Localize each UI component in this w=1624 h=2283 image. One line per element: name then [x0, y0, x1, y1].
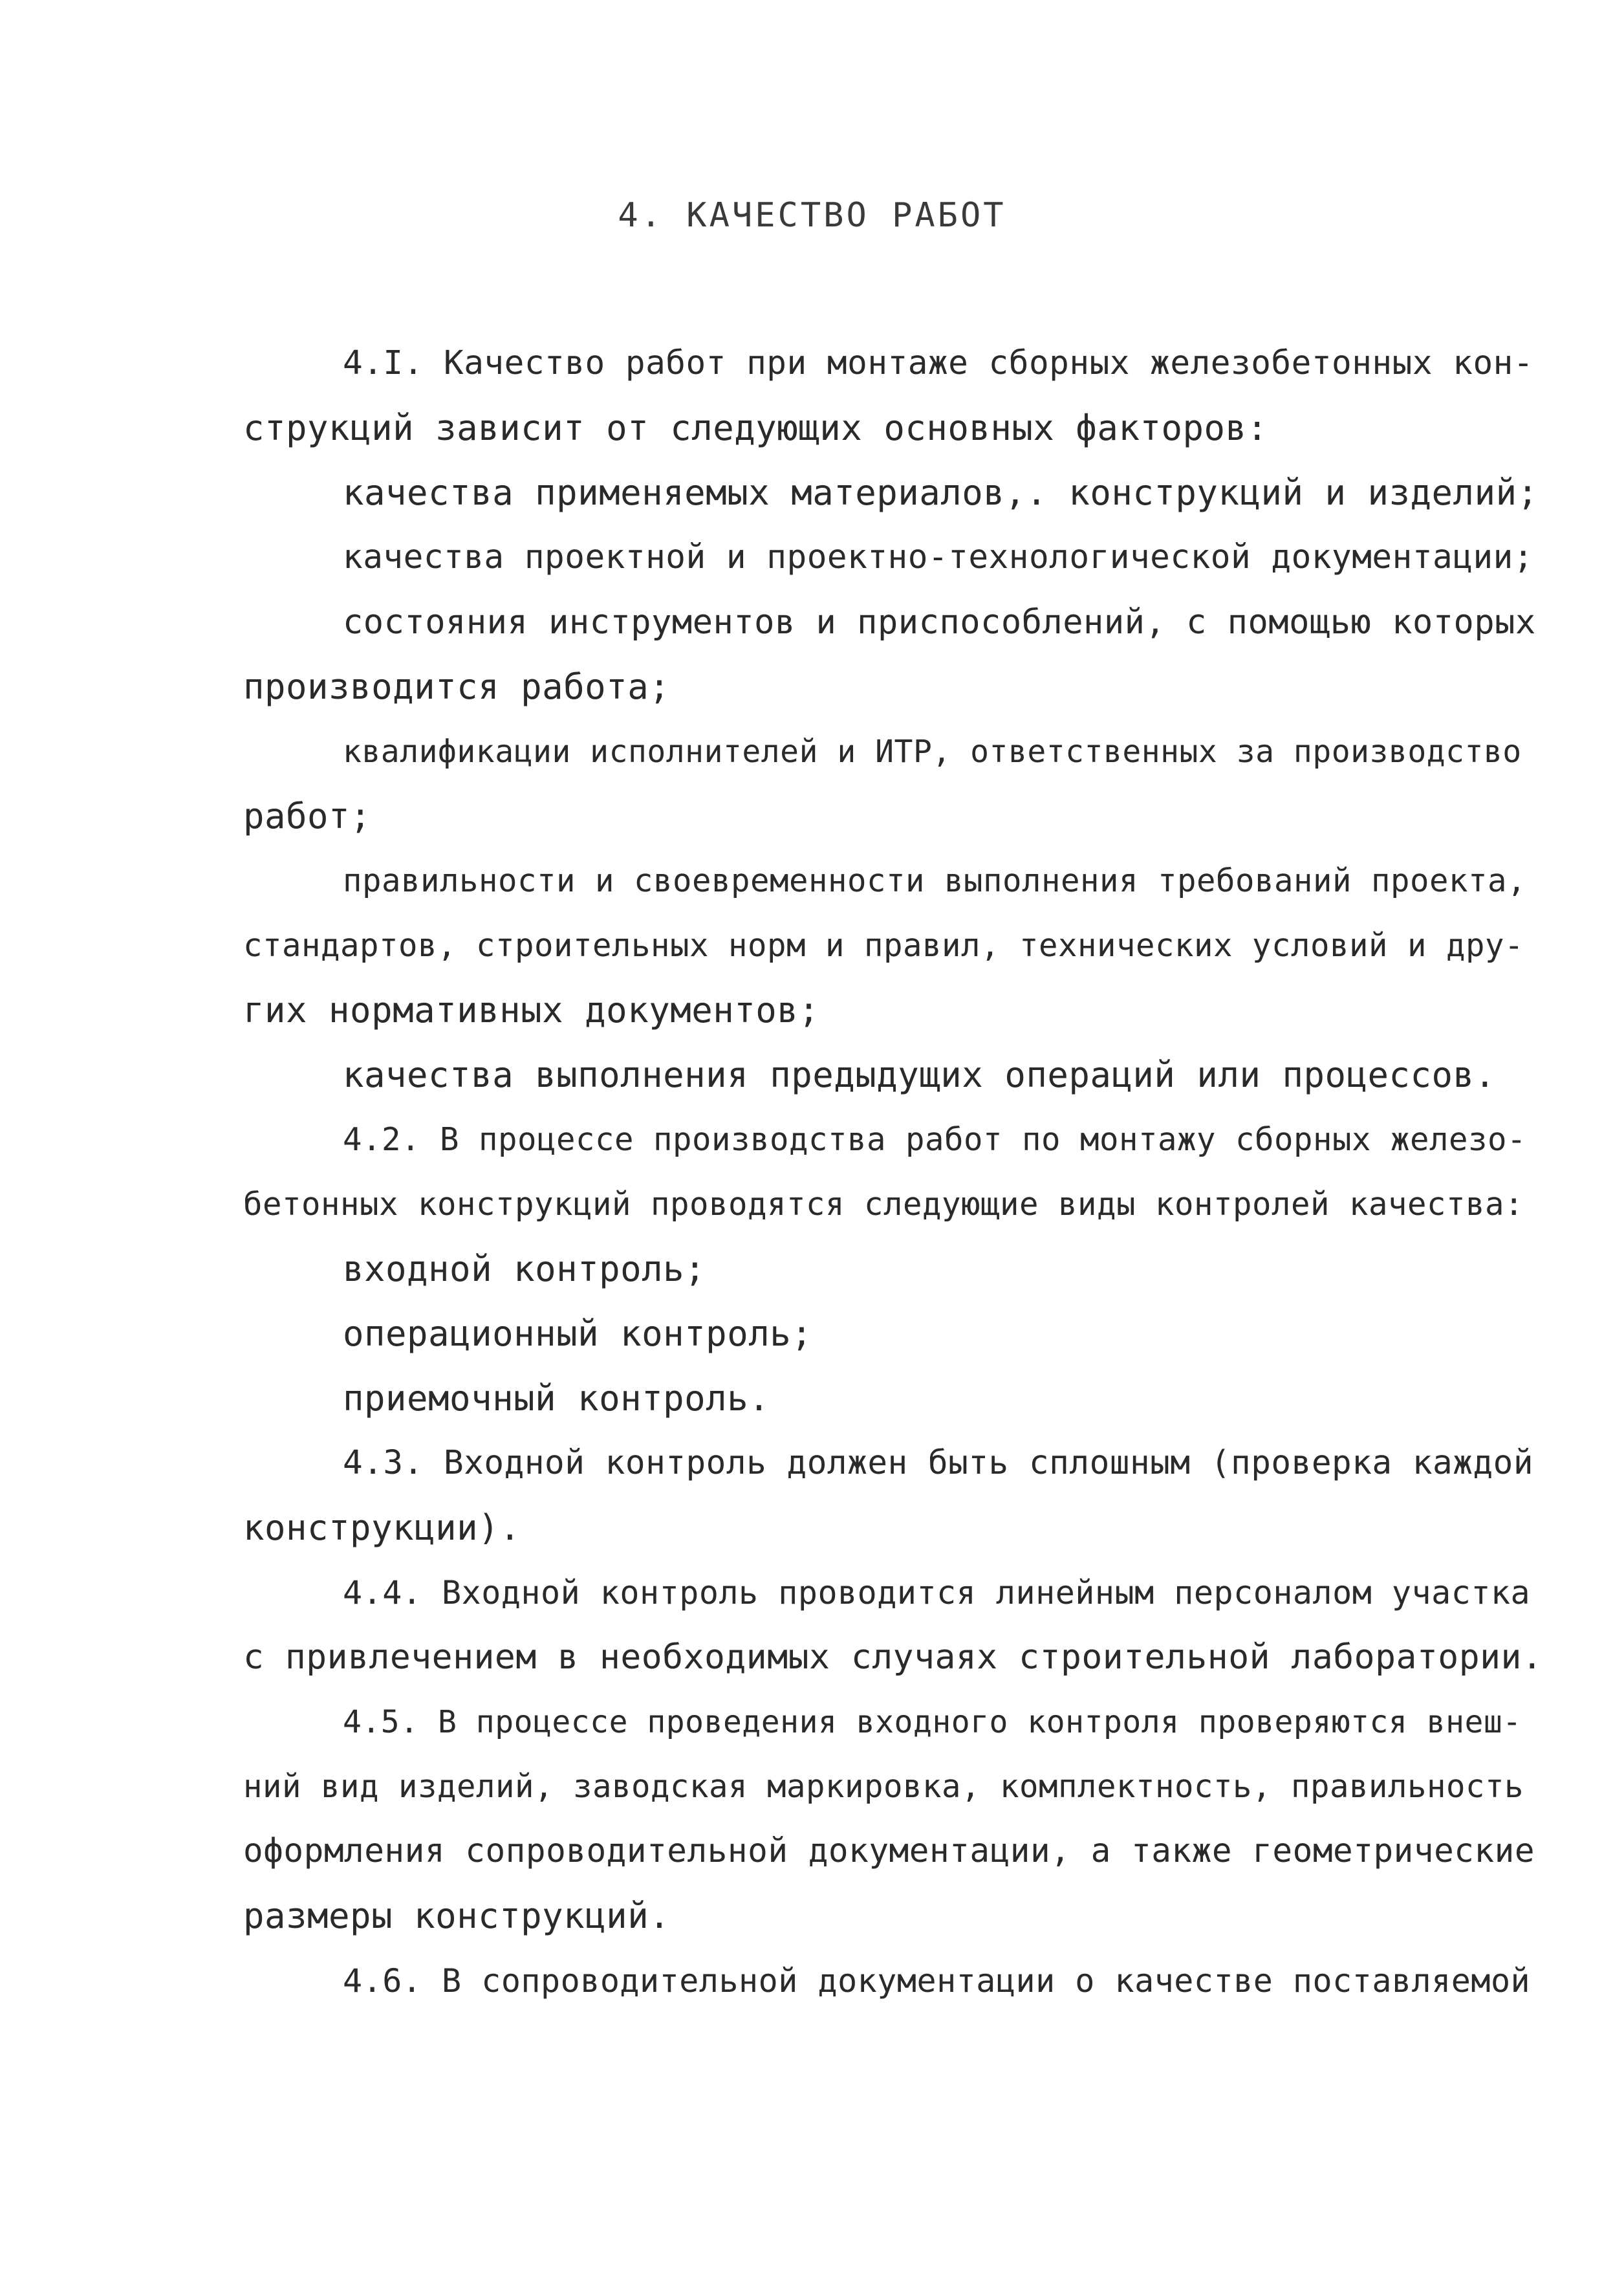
text-line: качества выполнения предыдущих операций или процессов.: [343, 1054, 1496, 1095]
text-line: производится работа;: [243, 666, 671, 707]
section-title: 4. КАЧЕСТВО РАБОТ: [618, 196, 1006, 235]
text-line: 4.5. В процессе проведения входного контроля проверяются внеш-: [343, 1704, 1522, 1740]
text-line: 4.I. Качество работ при монтаже сборных железобетонных кон-: [343, 344, 1534, 382]
text-line: правильности и своевременности выполнения требований проекта,: [343, 862, 1527, 899]
text-line: бетонных конструкций проводятся следующие виды контролей качества:: [243, 1186, 1524, 1223]
text-line: качества применяемых материалов,. конструкций и изделий;: [343, 472, 1539, 513]
text-line: гих нормативных документов;: [243, 990, 820, 1031]
text-line: с привлечением в необходимых случаях строительной лаборатории.: [243, 1637, 1543, 1677]
text-line: оформления сопроводительной документации, а также геометрические: [243, 1832, 1535, 1870]
text-line: качества проектной и проектно-технологической документации;: [343, 538, 1534, 576]
text-line: конструкции).: [243, 1507, 521, 1548]
text-line: операционный контроль;: [343, 1313, 813, 1354]
text-line: работ;: [243, 796, 372, 836]
text-line: входной контроль;: [343, 1249, 706, 1289]
text-line: струкций зависит от следующих основных факторов:: [243, 408, 1268, 448]
text-line: 4.4. Входной контроль проводится линейным персоналом участка: [343, 1574, 1531, 1611]
text-line: 4.2. В процессе производства работ по монтажу сборных железо-: [343, 1121, 1527, 1158]
text-line: квалификации исполнителей и ИТР, ответственных за производство: [343, 734, 1522, 770]
body-text: [243, 331, 1543, 2013]
text-line: ний вид изделий, заводская маркировка, комплектность, правильность: [243, 1768, 1524, 1805]
text-line: приемочный контроль.: [343, 1378, 770, 1419]
text-line: стандартов, строительных норм и правил, технических условий и дру-: [243, 927, 1524, 964]
text-line: состояния инструментов и приспособлений, с помощью которых: [343, 603, 1536, 642]
text-line: 4.6. В сопроводительной документации о качестве поставляемой: [343, 1962, 1531, 2000]
text-line: размеры конструкций.: [243, 1895, 671, 1936]
text-line: 4.3. Входной контроль должен быть сплошным (проверка каждой: [343, 1444, 1534, 1482]
